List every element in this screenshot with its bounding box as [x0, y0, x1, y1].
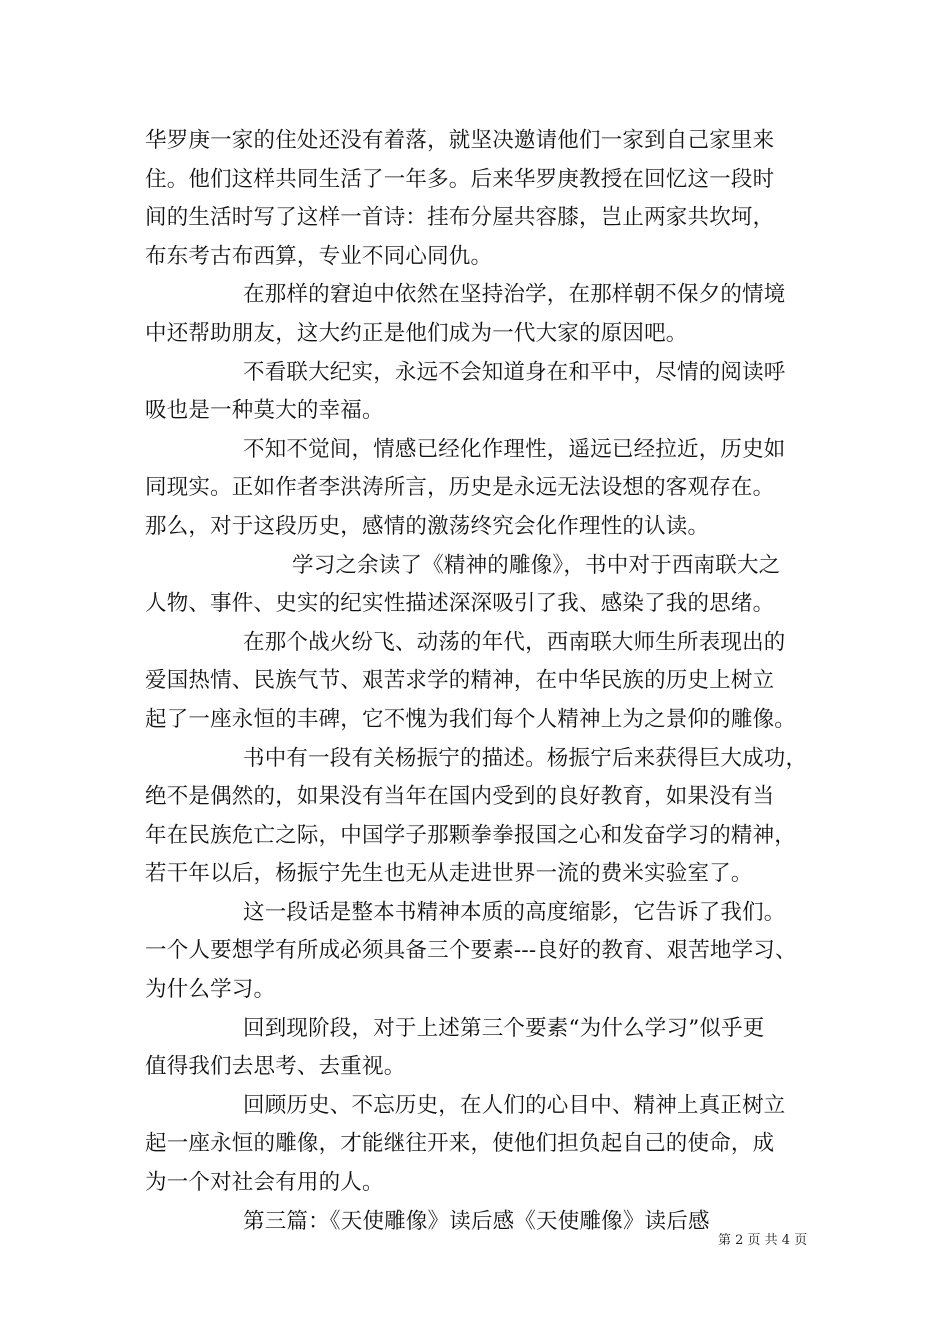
text-line: 回到现阶段，对于上述第三个要素“为什么学习”似乎更	[243, 1015, 765, 1041]
text-line: 这一段话是整本书精神本质的高度缩影，它告诉了我们。	[243, 899, 786, 925]
text-line: 不看联大纪实，永远不会知道身在和平中，尽情的阅读呼	[243, 359, 786, 385]
text-line: 人物、事件、史实的纪实性描述深深吸引了我、感染了我的思绪。	[145, 591, 775, 617]
text-line: 布东考古布西算，专业不同心同仇。	[145, 243, 493, 269]
text-line: 中还帮助朋友，这大约正是他们成为一代大家的原因吧。	[145, 320, 688, 346]
text-line: 不知不觉间，情感已经化作理性，遥远已经拉近，历史如	[243, 436, 786, 462]
text-line: 住。他们这样共同生活了一年多。后来华罗庚教授在回忆这一段时	[145, 166, 775, 192]
text-line: 起了一座永恒的丰碑，它不愧为我们每个人精神上为之景仰的雕像。	[145, 706, 797, 732]
text-line: 一个人要想学有所成必须具备三个要素---良好的教育、艰苦地学习、	[145, 938, 797, 964]
page-number: 第 2 页 共 4 页	[718, 1233, 808, 1248]
text-line: 吸也是一种莫大的幸福。	[145, 398, 384, 424]
text-line: 年在民族危亡之际，中国学子那颗拳拳报国之心和发奋学习的精神，	[145, 822, 797, 848]
text-line: 那么，对于这段历史，感情的激荡终究会化作理性的认读。	[145, 513, 710, 539]
text-line: 为一个对社会有用的人。	[145, 1170, 384, 1196]
text-line: 为什么学习。	[145, 977, 276, 1003]
text-line: 值得我们去思考、去重视。	[145, 1054, 406, 1080]
text-line: 绝不是偶然的，如果没有当年在国内受到的良好教育，如果没有当	[145, 784, 775, 810]
text-line: 同现实。正如作者李洪涛所言，历史是永远无法设想的客观存在。	[145, 475, 775, 501]
text-line: 回顾历史、不忘历史，在人们的心目中、精神上真正树立	[243, 1092, 786, 1118]
body-text	[145, 122, 815, 1241]
text-line: 学习之余读了《精神的雕像》，书中对于西南联大之	[292, 552, 781, 578]
text-line: 书中有一段有关杨振宁的描述。杨振宁后来获得巨大成功，	[243, 745, 808, 771]
text-line: 间的生活时写了这样一首诗：挂布分屋共容膝，岂止两家共坎坷，	[145, 205, 775, 231]
text-line: 起一座永恒的雕像，才能继往开来，使他们担负起自己的使命，成	[145, 1131, 775, 1157]
section-heading: 第三篇：《天使雕像》读后感《天使雕像》读后感	[243, 1208, 710, 1234]
text-line: 在那个战火纷飞、动荡的年代，西南联大师生所表现出的	[243, 629, 786, 655]
text-line: 若干年以后，杨振宁先生也无从走进世界一流的费米实验室了。	[145, 861, 753, 887]
text-line: 在那样的窘迫中依然在坚持治学，在那样朝不保夕的情境	[243, 282, 786, 308]
text-line: 爱国热情、民族气节、艰苦求学的精神，在中华民族的历史上树立	[145, 668, 775, 694]
text-line: 华罗庚一家的住处还没有着落，就坚决邀请他们一家到自己家里来	[145, 128, 775, 153]
